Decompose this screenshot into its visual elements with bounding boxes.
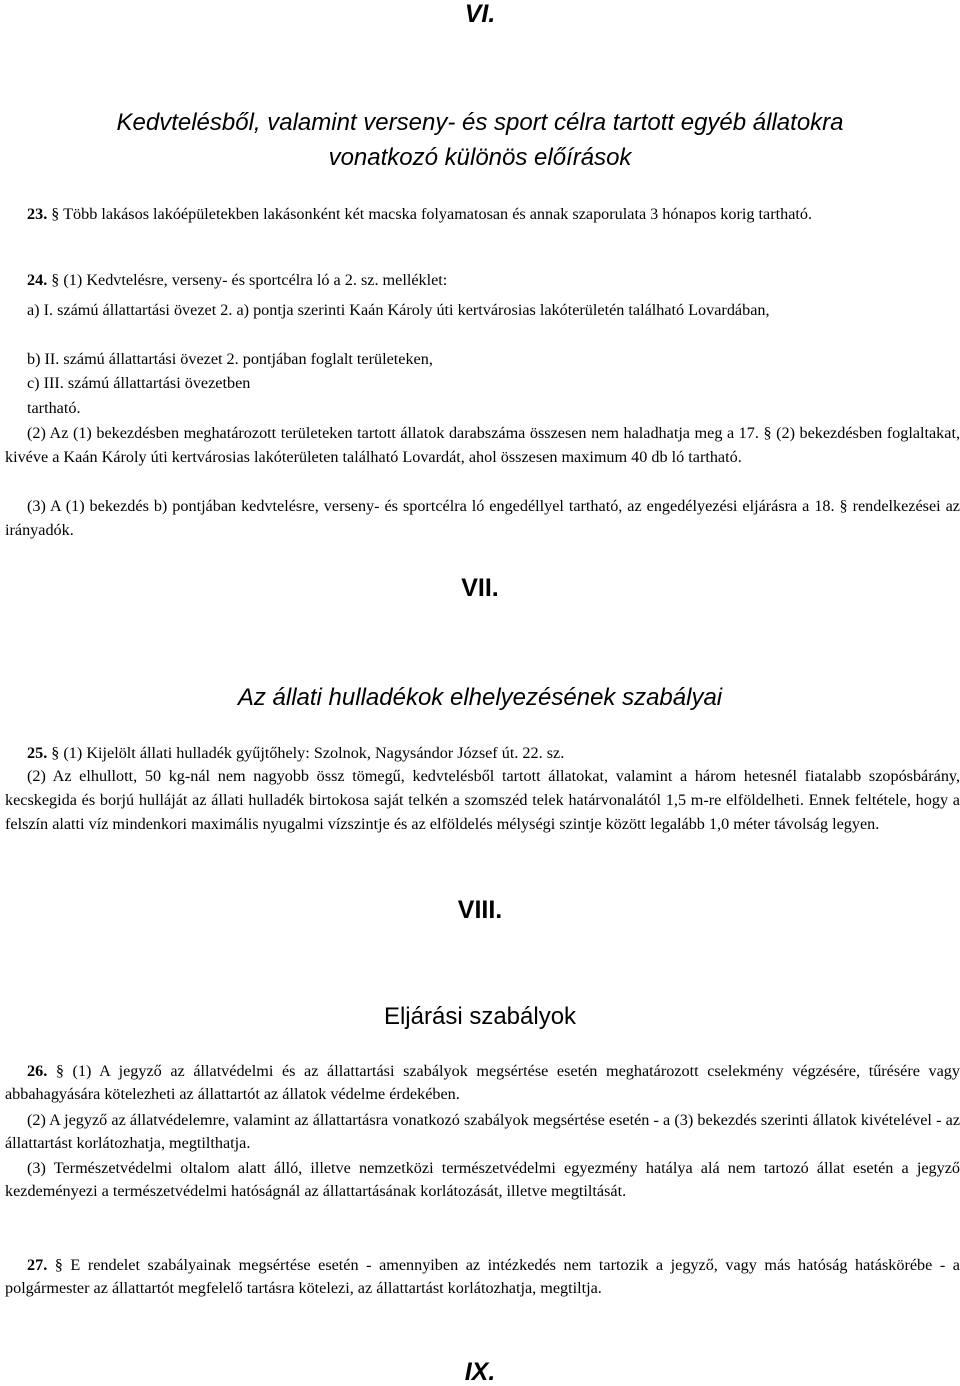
article-24-paragraph-3: (3) A (1) bekezdés b) pontjában kedvtelésre, verseny- és sportcélra ló engedéllyel tartható, az engedélyezési eljárásra a 18. § rendelkezései az irányadók. [5,497,960,539]
section-title-vi-line2: vonatkozó különös előírások [328,144,632,171]
article-number: 26. [27,1062,48,1080]
article-24-list-b: b) II. számú állattartási övezet 2. pontjában foglalt területeken, [27,350,433,368]
section-number-viii: VIII. [457,896,503,924]
article-27-paragraph-1: 27. § E rendelet szabályainak megsértése esetén - amennyiben az intézkedés nem tartozik a jegyző, vagy más hatóság hatáskörébe - a polgármester az állattartót megfelelő tartásra kötelezi, az állattartást korlátozhatja, megtiltja. [5,1256,960,1298]
section-number-ix: IX. [464,1358,496,1386]
article-number: 25. [27,744,48,762]
article-24-paragraph-1: 24. § (1) Kedvtelésre, verseny- és sportcélra ló a 2. sz. melléklet: [27,271,448,289]
article-24-paragraph-2: (2) Az (1) bekezdésben meghatározott területeken tartott állatok darabszáma összesen nem haladhatja meg a 17. § (2) bekezdésben foglaltakat, kivéve a Kaán Károly úti kertvárosias lakóterületen található Lovardát, ahol összesen maximum 40 db ló tartható. [5,424,960,466]
article-24-list-c: c) III. számú állattartási övezetben [27,374,251,392]
section-title-vi-line1: Kedvtelésből, valamint verseny- és sport célra tartott egyéb állatokra [116,109,844,136]
article-23: 23. § Több lakásos lakóépületekben lakásonként két macska folyamatosan és annak szaporulata 3 hónapos korig tartható. [27,205,813,223]
article-26-paragraph-2: (2) A jegyző az állatvédelemre, valamint az állattartásra vonatkozó szabályok megsértése esetén - a (3) bekezdés szerinti állatok kivételével - az állattartást korlátozhatja, megtilthatja. [5,1111,960,1153]
article-number: 23. [27,205,48,223]
article-25-paragraph-1: 25. § (1) Kijelölt állati hulladék gyűjtőhely: Szolnok, Nagysándor József út. 22. sz. [27,744,565,762]
article-24-list-closing: tartható. [27,399,81,417]
article-24-list-a: a) I. számú állattartási övezet 2. a) pontja szerinti Kaán Károly úti kertvárosias lakóterületén található Lovardában, [27,301,770,319]
section-number-vi: VI. [464,0,496,28]
article-number: 27. [27,1256,48,1274]
section-title-viii: Eljárási szabályok [383,1003,577,1030]
article-number: 24. [27,271,48,289]
article-26-paragraph-3: (3) Természetvédelmi oltalom alatt álló, illetve nemzetközi természetvédelmi egyezmény hatálya alá nem tartozó állat esetén a jegyző kezdeményezi a természetvédelmi hatóságnál az állattartásának korlátozását, illetve megtiltását. [5,1159,960,1201]
article-26-paragraph-1: 26. § (1) A jegyző az állatvédelmi és az állattartási szabályok megsértése esetén meghatározott cselekmény végzésére, tűrésére vagy abbahagyására kötelezheti az állattartót az állatok védelme érdekében. [5,1062,960,1104]
section-title-vii: Az állati hulladékok elhelyezésének szabályai [237,684,723,711]
article-25-paragraph-2: (2) Az elhullott, 50 kg-nál nem nagyobb össz tömegű, kedvtelésből tartott állatokat, valamint a három hetesnél fiatalabb szopósbárány, kecskegida és borjú hulláját az állati hulladék birtokosa saját telkén a szomszéd telek határvonalától 1,5 m-re elföldelheti. Ennek feltétele, hogy a felszín alatti víz mindenkori maximális nyugalmi vízszintje és az elföldelés mélységi szintje között legalább 1,0 méter távolság legyen. [5,767,960,833]
section-number-vii: VII. [461,574,499,602]
